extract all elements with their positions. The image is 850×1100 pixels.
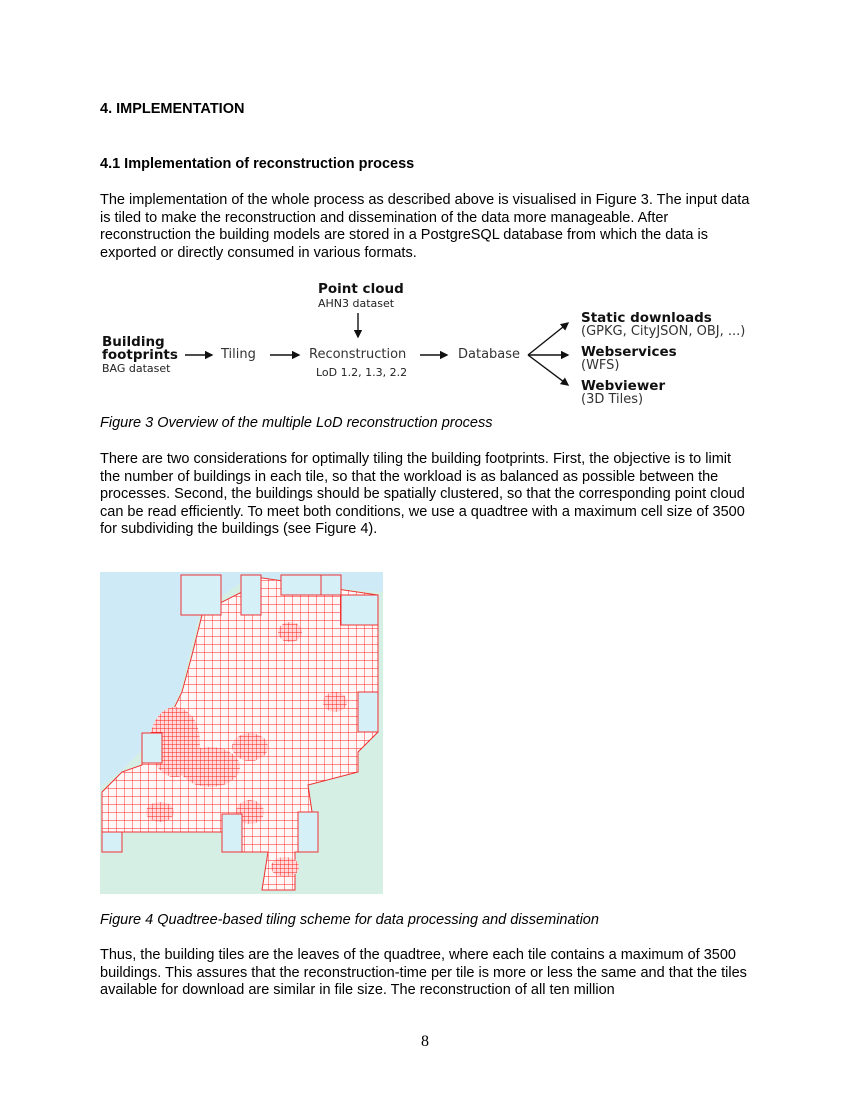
quadtree-tiling-map <box>100 572 383 894</box>
database-label: Database <box>458 347 521 362</box>
diagram-arrows <box>0 0 850 420</box>
point-cloud-sub: AHN3 dataset <box>318 297 395 310</box>
reconstruction-sub: LoD 1.2, 1.3, 2.2 <box>316 366 408 379</box>
subsection-heading: 4.1 Implementation of reconstruction process <box>100 156 415 172</box>
paragraph-1: The implementation of the whole process as described above is visualised in Figure 3. The input data is tiled to make the reconstruction and dissemination of the data more manageable. After reconstruction the building models are stored in a PostgreSQL database from which the data is exported or directly consumed in various formats. <box>100 192 750 261</box>
footprints-sub: BAG dataset <box>102 362 171 375</box>
footprints-label-1: Building <box>102 334 165 350</box>
arrow-database-webviewer <box>528 355 568 385</box>
arrow-database-static <box>528 323 568 355</box>
figure-3-caption: Figure 3 Overview of the multiple LoD reconstruction process <box>100 415 493 431</box>
tiling-label: Tiling <box>221 347 256 362</box>
paragraph-2: There are two considerations for optimally tiling the building footprints. First, the objective is to limit the number of buildings in each tile, so that the workload is as balanced as possible between the processes. Second, the buildings should be spatially clustered, so that the corresponding point cloud can be read efficiently. To meet both conditions, we use a quadtree with a maximum cell size of 3500 for subdividing the buildings (see Figure 4). <box>100 451 745 538</box>
static-downloads-label: Static downloads <box>581 310 712 326</box>
footprints-label-2: footprints <box>102 347 178 363</box>
figure-4-caption: Figure 4 Quadtree-based tiling scheme for data processing and dissemination <box>100 912 599 928</box>
section-heading: 4. IMPLEMENTATION <box>100 101 245 117</box>
webviewer-sub: (3D Tiles) <box>581 392 644 407</box>
static-downloads-sub: (GPKG, CityJSON, OBJ, ...) <box>581 324 746 339</box>
webservices-label: Webservices <box>581 344 677 360</box>
reconstruction-label: Reconstruction <box>309 347 407 362</box>
webviewer-label: Webviewer <box>581 378 666 394</box>
paragraph-3: Thus, the building tiles are the leaves of the quadtree, where each tile contains a maximum of 3500 buildings. This assures that the reconstruction-time per tile is more or less the same and that the tiles available for download are similar in file size. The reconstruction of all ten million <box>100 947 747 999</box>
webservices-sub: (WFS) <box>581 358 620 373</box>
page-number: 8 <box>421 1033 429 1050</box>
point-cloud-label: Point cloud <box>318 281 404 297</box>
